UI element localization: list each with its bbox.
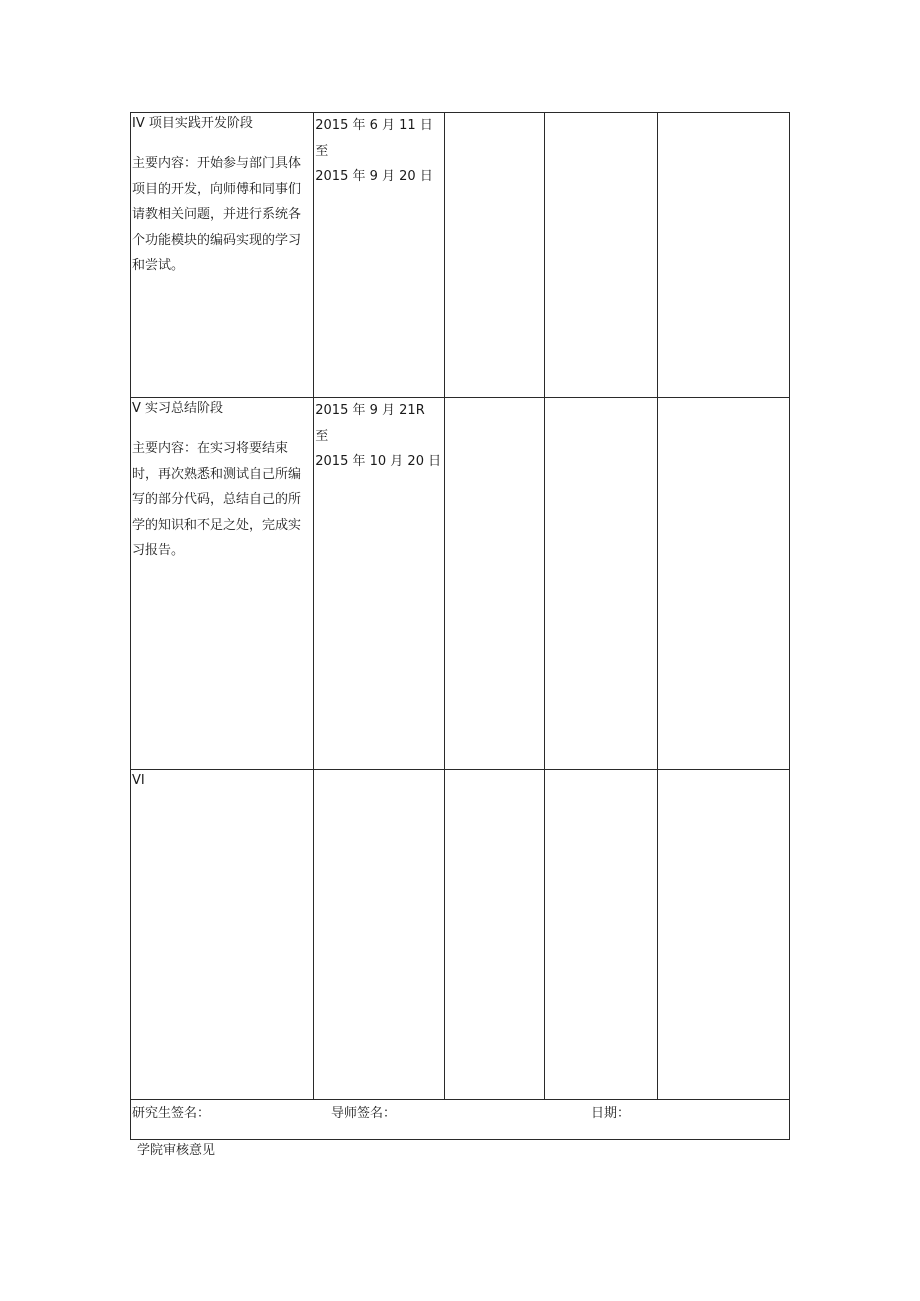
table-row-phase-4 <box>131 113 790 398</box>
college-review-label: 学院审核意见 <box>137 1143 216 1158</box>
phase-cell <box>131 770 314 1100</box>
date-start: 2015 年 9 月 21R <box>315 403 425 418</box>
phase-cell <box>131 398 314 770</box>
student-signature-label: 研究生签名： <box>132 1106 211 1121</box>
empty-cell <box>445 113 544 398</box>
phase-title: V 实习总结阶段 <box>132 401 224 416</box>
phase-title: VI <box>132 773 145 788</box>
phase-content: 主要内容：开始参与部门具体项目的开发，向师傅和同事们请教相关问题，并进行系统各个功能模块的编码实现的学习和尝试。 <box>132 156 302 273</box>
signature-row <box>131 1100 790 1140</box>
signature-cell <box>131 1100 790 1140</box>
table-row-phase-5 <box>131 398 790 770</box>
empty-cell <box>657 398 789 770</box>
date-to: 至 <box>315 143 329 159</box>
internship-plan-table <box>130 112 790 1140</box>
phase-cell <box>131 113 314 398</box>
empty-cell <box>445 398 544 770</box>
date-start: 2015 年 6 月 11 日 <box>315 118 433 133</box>
table-row-phase-6 <box>131 770 790 1100</box>
date-cell <box>314 398 445 770</box>
date-to: 至 <box>315 428 329 444</box>
empty-cell <box>657 770 789 1100</box>
empty-cell <box>544 113 657 398</box>
date-end: 2015 年 9 月 20 日 <box>315 169 433 184</box>
date-cell <box>314 113 445 398</box>
empty-cell <box>544 398 657 770</box>
phase-content: 主要内容：在实习将要结束时，再次熟悉和测试自己所编写的部分代码，总结自己的所学的知识和不足之处，完成实习报告。 <box>132 441 302 558</box>
phase-title: IV 项目实践开发阶段 <box>132 116 253 131</box>
empty-cell <box>657 113 789 398</box>
date-label: 日期： <box>591 1106 631 1121</box>
empty-cell <box>544 770 657 1100</box>
empty-cell <box>445 770 544 1100</box>
date-cell <box>314 770 445 1100</box>
advisor-signature-label: 导师签名： <box>331 1106 397 1121</box>
date-end: 2015 年 10 月 20 日 <box>315 454 442 469</box>
